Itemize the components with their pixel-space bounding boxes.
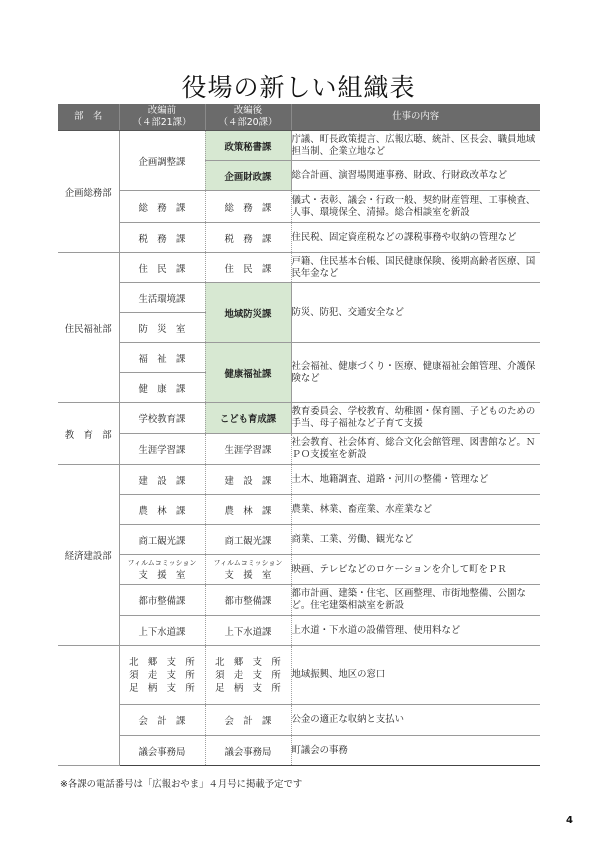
- work-cell: 都市計画、建築・住宅、区画整理、市街地整備、公園など。住宅建築相談室を新設: [291, 585, 540, 616]
- branch-subashiri: 須 走 支 所: [215, 669, 281, 681]
- table-row: [58, 403, 540, 434]
- branch-hokugo: 北 郷 支 所: [129, 656, 195, 668]
- before-cell: 防 災 室: [119, 313, 205, 343]
- header-before-title: 改編前: [147, 105, 177, 116]
- before-cell: [119, 646, 205, 705]
- after-cell: 農 林 課: [205, 495, 291, 525]
- before-cell: 農 林 課: [119, 495, 205, 525]
- header-after-title: 改編後: [233, 105, 263, 116]
- after-cell: [205, 555, 291, 585]
- header-before: [119, 104, 205, 131]
- dept-keizai-kensetsu: 経済建設部: [58, 465, 119, 646]
- after-cell: 都市整備課: [205, 585, 291, 616]
- after-cell: 健康福祉課: [205, 343, 291, 403]
- table-row: [58, 434, 540, 465]
- work-cell: 地域振興、地区の窓口: [291, 646, 540, 705]
- after-cell: 上下水道課: [205, 616, 291, 646]
- dept-kyoiku: 教 育 部: [58, 403, 119, 465]
- dept-none: [58, 646, 119, 766]
- after-cell: 住 民 課: [205, 253, 291, 283]
- after-cell: 建 設 課: [205, 465, 291, 495]
- after-cell: 会 計 課: [205, 705, 291, 736]
- before-cell: 福 祉 課: [119, 343, 205, 373]
- before-cell: 上下水道課: [119, 616, 205, 646]
- work-cell: 戸籍、住民基本台帳、国民健康保険、後期高齢者医療、国民年金など: [291, 253, 540, 283]
- dept-kikaku-somu: 企画総務部: [58, 131, 119, 253]
- after-cell: 総 務 課: [205, 191, 291, 223]
- table-row: [58, 465, 540, 495]
- after-cell: 税 務 課: [205, 223, 291, 253]
- before-cell-prefix: フィルムコミッション: [127, 558, 197, 567]
- before-cell: 総 務 課: [119, 191, 205, 223]
- table-row: [58, 495, 540, 525]
- before-cell: 税 務 課: [119, 223, 205, 253]
- work-cell: 社会福祉、健康づくり・医療、健康福祉会館管理、介護保険など: [291, 343, 540, 403]
- after-cell: こども育成課: [205, 403, 291, 434]
- table-row: [58, 705, 540, 736]
- page-number: 4: [566, 815, 573, 826]
- before-cell: 都市整備課: [119, 585, 205, 616]
- work-cell: 上水道・下水道の設備管理、使用料など: [291, 616, 540, 646]
- header-dept: 部 名: [58, 104, 119, 131]
- header-work: 仕事の内容: [291, 104, 540, 131]
- table-row: [58, 585, 540, 616]
- table-row: [58, 736, 540, 766]
- organization-table: [58, 104, 540, 766]
- table-row: [58, 555, 540, 585]
- after-cell: 商工観光課: [205, 525, 291, 555]
- after-cell-prefix: フィルムコミッション: [213, 558, 283, 567]
- work-cell: 防災、防犯、交通安全など: [291, 283, 540, 343]
- branch-ashigara: 足 柄 支 所: [129, 682, 195, 694]
- before-cell: 生涯学習課: [119, 434, 205, 465]
- table-row: [58, 131, 540, 161]
- work-cell: 農業、林業、畜産業、水産業など: [291, 495, 540, 525]
- before-cell: 生活環境課: [119, 283, 205, 313]
- table-row: [58, 253, 540, 283]
- branch-ashigara: 足 柄 支 所: [215, 682, 281, 694]
- header-before-count: （４部21課）: [132, 117, 192, 128]
- work-cell: 総合計画、演習場関連事務、財政、行財政改革など: [291, 161, 540, 191]
- after-cell: 地域防災課: [205, 283, 291, 343]
- table-header-row: [58, 104, 540, 131]
- before-cell: 議会事務局: [119, 736, 205, 766]
- before-cell-label: 支 援 室: [138, 569, 186, 581]
- before-cell: 商工観光課: [119, 525, 205, 555]
- before-cell: 健 康 課: [119, 373, 205, 403]
- after-cell-label: 支 援 室: [224, 569, 272, 581]
- work-cell: 教育委員会、学校教育、幼稚園・保育園、子どものための手当、母子福祉など子育て支援: [291, 403, 540, 434]
- branch-subashiri: 須 走 支 所: [129, 669, 195, 681]
- table-row: [58, 223, 540, 253]
- before-cell: 会 計 課: [119, 705, 205, 736]
- after-cell: 生涯学習課: [205, 434, 291, 465]
- footnote: ※各課の電話番号は「広報おやま」４月号に掲載予定です: [60, 779, 303, 790]
- dept-jumin-fukushi: 住民福祉部: [58, 253, 119, 403]
- work-cell: 土木、地籍調査、道路・河川の整備・管理など: [291, 465, 540, 495]
- work-cell: 儀式・表彰、議会・行政一般、契約財産管理、工事検査、人事、環境保全、清掃。総合相談室を新設: [291, 191, 540, 223]
- table-row: [58, 283, 540, 313]
- before-cell: 学校教育課: [119, 403, 205, 434]
- after-cell: 企画財政課: [205, 161, 291, 191]
- table-row: [58, 646, 540, 705]
- table-row: [58, 343, 540, 373]
- before-cell: [119, 555, 205, 585]
- header-after: [205, 104, 291, 131]
- work-cell: 公金の適正な収納と支払い: [291, 705, 540, 736]
- table-row: [58, 525, 540, 555]
- before-cell: 企画調整課: [119, 131, 205, 191]
- before-cell: 建 設 課: [119, 465, 205, 495]
- table-row: [58, 191, 540, 223]
- work-cell: 商業、工業、労働、観光など: [291, 525, 540, 555]
- page-title: 役場の新しい組織表: [181, 73, 416, 102]
- header-after-count: （４部20課）: [218, 117, 278, 128]
- table-row: [58, 616, 540, 646]
- after-cell: 議会事務局: [205, 736, 291, 766]
- work-cell: 社会教育、社会体育、総合文化会館管理、図書館など。ＮＰＯ支援室を新設: [291, 434, 540, 465]
- branch-hokugo: 北 郷 支 所: [215, 656, 281, 668]
- work-cell: 庁議、町長政策提言、広報広聴、統計、区長会、職員地域担当制、企業立地など: [291, 131, 540, 161]
- after-cell: [205, 646, 291, 705]
- work-cell: 映画、テレビなどのロケーションを介して町をＰＲ: [291, 555, 540, 585]
- work-cell: 町議会の事務: [291, 736, 540, 766]
- after-cell: 政策秘書課: [205, 131, 291, 161]
- before-cell: 住 民 課: [119, 253, 205, 283]
- work-cell: 住民税、固定資産税などの課税事務や収納の管理など: [291, 223, 540, 253]
